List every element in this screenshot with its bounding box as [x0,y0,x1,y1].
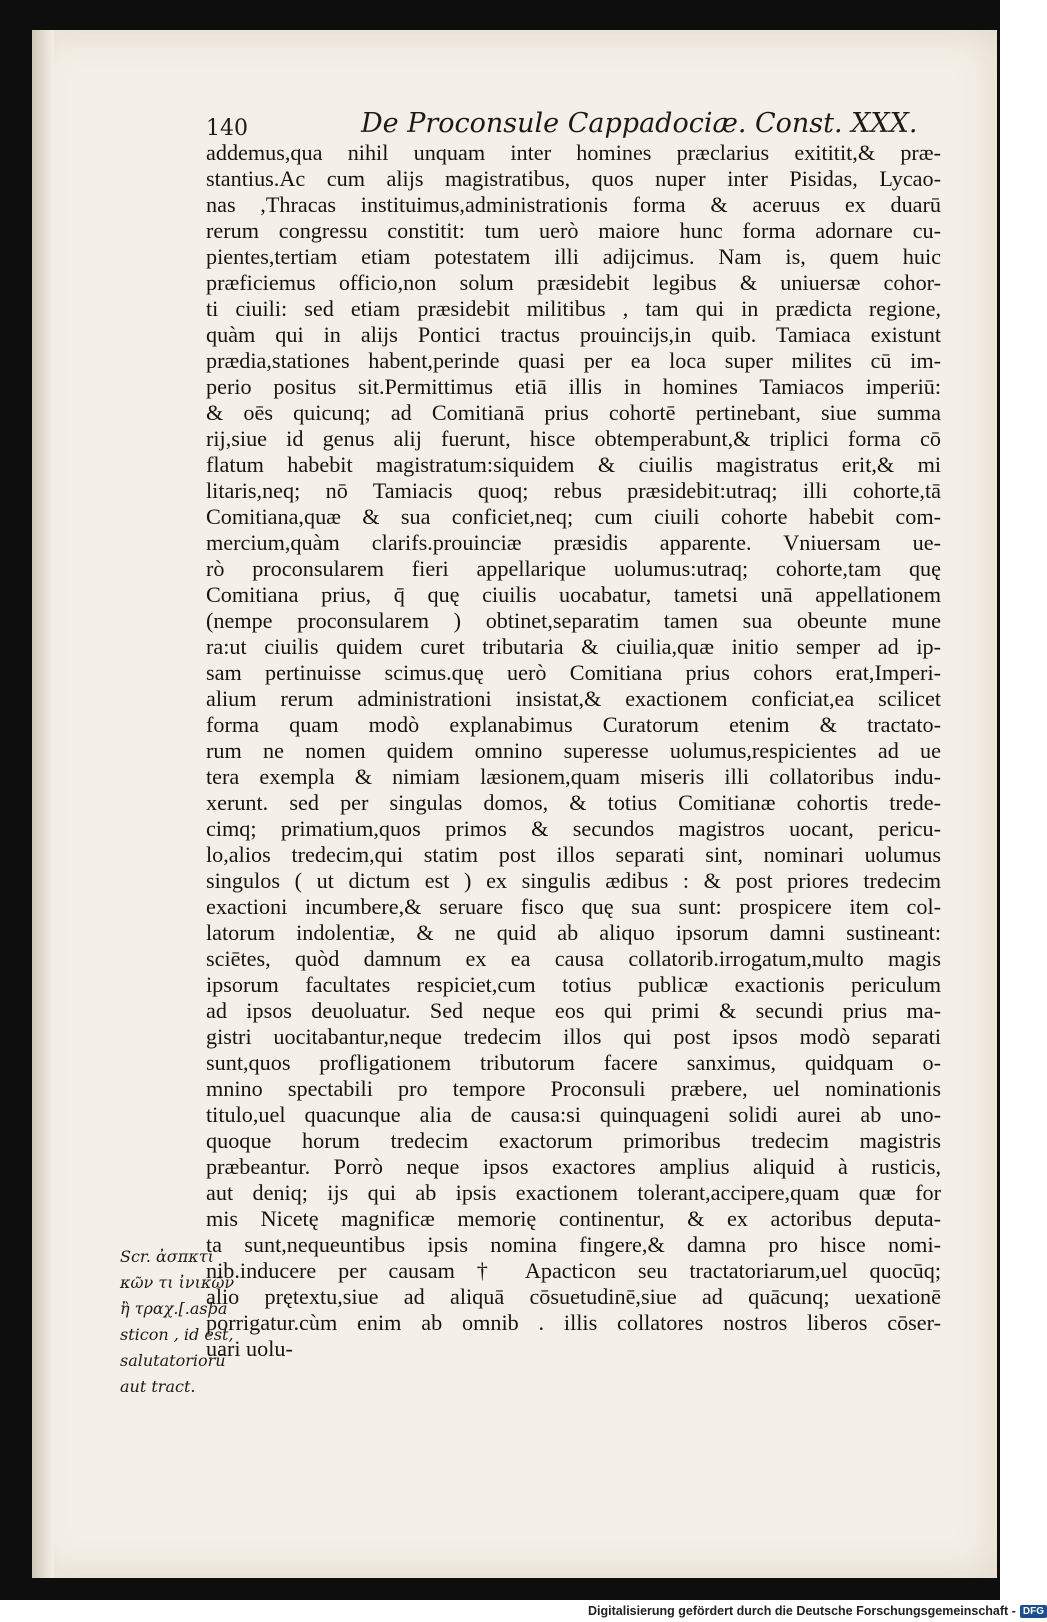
text-line: forma quam modò explanabimus Curatorum etenim & tractato- [206,712,941,737]
text-line: quàm qui in alijs Pontici tractus prouincijs,in quib. Tamiaca existunt [206,322,941,347]
text-line: cimq; primatium,quos primos & secundos magistros uocant, pericu- [206,816,941,841]
text-line: ti ciuili: sed etiam præsidebit militibus , tam qui in prædicta regione, [206,296,941,321]
text-line: aut deniq; ijs qui ab ipsis exactionem tolerant,accipere,quam quæ for [206,1180,941,1205]
text-line: alium rerum administrationi insistat,& exactionem conficiat,ea scilicet [206,686,941,711]
marginal-note-line: Scr. ἀσπκτι [120,1247,214,1266]
text-line: mis Nicetę magnificæ memorię continentur, & ex actoribus deputa- [206,1206,941,1231]
text-line: mercium,quàm clarifs.prouinciæ præsidis apparente. Vniuersam ue- [206,530,941,555]
text-line: addemus,qua nihil unquam inter homines præclarius exititit,& præ- [206,140,941,165]
text-line: rerum congressu constitit: tum uerò maiore hunc forma adornare cu- [206,218,941,243]
text-line: gistri uocitabantur,neque tredecim illos qui post ipsos modò separati [206,1024,941,1049]
text-line: ra:ut ciuilis quidem curet tributaria & ciuilia,quæ initio semper ad ip- [206,634,941,659]
text-line: ipsorum facultates respiciet,cum totius publicæ exactionis periculum [206,972,941,997]
text-line: lo,alios tredecim,qui statim post illos separati sint, nominari uolumus [206,842,941,867]
text-line: quoque horum tredecim exactorum primoribus tredecim magistris [206,1128,941,1153]
text-line: stantius.Ac cum alijs magistratibus, quos nuper inter Pisidas, Lycao- [206,166,941,191]
marginal-note-line: aut tract. [120,1377,196,1396]
text-line: rò proconsularem fieri appellarique uolumus:utraq; cohorte,tam quę [206,556,941,581]
text-line: pientes,tertiam etiam potestatem illi adijcimus. Nam is, quem huic [206,244,941,269]
text-line: flatum habebit magistratum:siquidem & ciuilis magistratus erit,& mi [206,452,941,477]
page-gutter-shadow [32,30,54,1578]
text-line: xerunt. sed per singulas domos, & totius Comitianæ cohortis trede- [206,790,941,815]
text-line: sam pertinuisse scimus.quę uerò Comitiana prius cohors erat,Imperi- [206,660,941,685]
text-line: nas ,Thracas instituimus,administrationis forma & aceruus ex duarū [206,192,941,217]
text-line: latorum indolentiæ, & ne quid ab aliquo ipsorum damni sustineant: [206,920,941,945]
text-line: titulo,uel quacunque alia de causa:si quinquageni solidi aurei ab uno- [206,1102,941,1127]
text-line: præbeantur. Porrò neque ipsos exactores amplius aliquid à rusticis, [206,1154,941,1179]
footer-credit: Digitalisierung gefördert durch die Deutsche Forschungsgemeinschaft - [588,1604,1016,1618]
text-line: alio prętextu,siue ad aliquā cōsuetudinē,siue ad quācunq; uexationē [206,1284,941,1309]
text-line: prædia,stationes habent,perinde quasi per ea loca super milites cū im- [206,348,941,373]
dfg-logo-icon: DFG [1020,1605,1047,1618]
text-line: rij,siue id genus alij fuerunt, hisce obtemperabunt,& triplici forma cō [206,426,941,451]
page-header [206,108,918,144]
text-line: mnino spectabili pro tempore Proconsuli præbere, uel nominationis [206,1076,941,1101]
digitization-footer [588,1601,1047,1621]
text-line: rum ne nomen quidem omnino superesse uolumus,respicientes ad ue [206,738,941,763]
text-line: singulos ( ut dictum est ) ex singulis ædibus : & post priores tredecim [206,868,941,893]
text-line: sciētes, quòd damnum ex ea causa collatorib.irrogatum,multo magis [206,946,941,971]
text-line: præficiemus officio,non solum præsidebit legibus & uniuersæ cohor- [206,270,941,295]
text-line: uari uolu- [206,1336,293,1361]
text-line: ad ipsos deuoluatur. Sed neque eos qui primi & secundi prius ma- [206,998,941,1023]
page-number: 140 [206,116,248,141]
text-line: (nempe proconsularem ) obtinet,separatim tamen sua obeunte mune [206,608,941,633]
marginal-note-line: sticon , id est, [120,1325,234,1344]
text-line: & oēs quicunq; ad Comitianā prius cohortē pertinebant, siue summa [206,400,941,425]
text-line: exactioni incumbere,& seruare fisco quę sua sunt: prospicere item col- [206,894,941,919]
text-line: sunt,quos profligationem tributorum facere sanximus, quidquam o- [206,1050,941,1075]
text-line: Comitiana prius, q̄ quę ciuilis uocabatur, tametsi unā appellationem [206,582,941,607]
text-line: perio positus sit.Permittimus etiā illis in homines Tamiacos imperiū: [206,374,941,399]
body-text [206,140,941,1362]
text-line: litaris,neq; nō Tamiacis quoq; rebus præsidebit:utraq; illi cohorte,tā [206,478,941,503]
text-line: Comitiana,quæ & sua conficiet,neq; cum ciuili cohorte habebit com- [206,504,941,529]
text-line: ta sunt,nequeuntibus ipsis nomina fingere,& damna pro hisce nomi- [206,1232,941,1257]
marginal-note [120,1244,260,1400]
text-line: nib.inducere per causam † Apacticon seu tractatoriarum,uel quocūq; [206,1258,941,1283]
text-line: tera exempla & nimiam læsionem,quam miseris illi collatoribus indu- [206,764,941,789]
marginal-note-line: salutatoriorū [120,1351,226,1370]
marginal-note-line: ἢ τραχ.[.asþa [120,1299,228,1318]
marginal-note-line: κῶν τι ἰνικῶν [120,1273,235,1292]
running-title: De Proconsule Cappadociæ. Const. XXX. [361,108,918,139]
text-line: porrigatur.cùm enim ab omnib . illis collatores nostros liberos cōser- [206,1310,941,1335]
